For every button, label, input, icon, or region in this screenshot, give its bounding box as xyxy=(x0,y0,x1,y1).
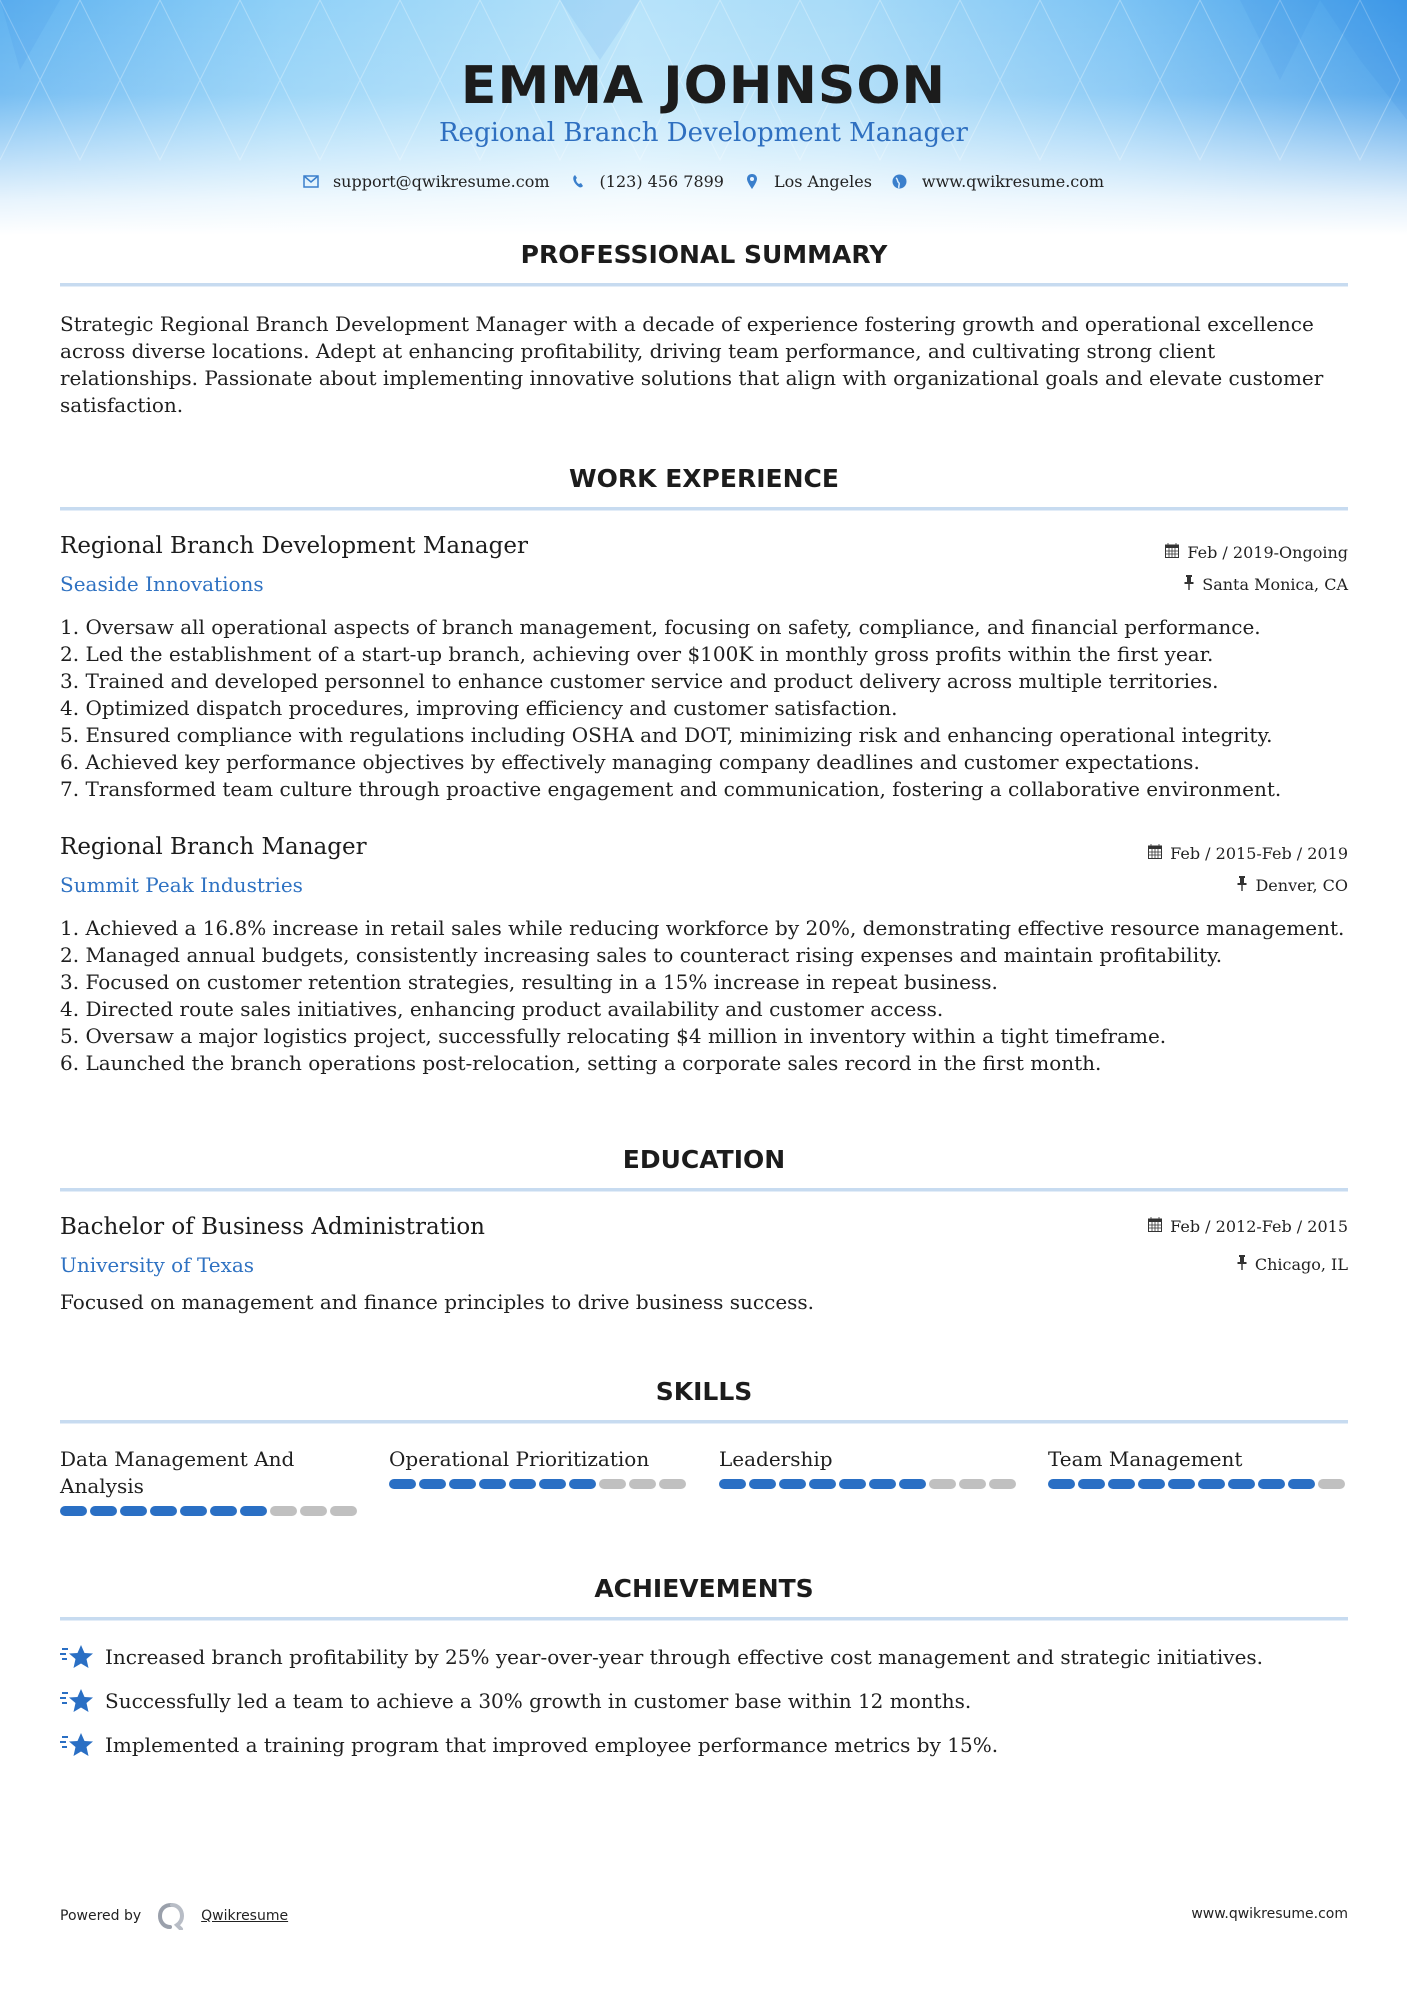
job-title: Regional Branch Manager xyxy=(60,834,367,860)
candidate-title: Regional Branch Development Manager xyxy=(438,118,968,148)
job-location xyxy=(1237,876,1348,895)
star-icon xyxy=(60,1731,94,1759)
education-description: Focused on management and finance principles to drive business success. xyxy=(60,1290,815,1314)
job-location-text: Santa Monica, CA xyxy=(1202,575,1348,594)
job-bullets xyxy=(60,915,1360,1077)
skill-segment-empty xyxy=(629,1479,656,1489)
job-title: Regional Branch Development Manager xyxy=(60,533,528,559)
skill-rating-bar xyxy=(719,1479,1019,1489)
skill-segment-filled xyxy=(1078,1479,1105,1489)
achievement-text: Implemented a training program that improved employee performance metrics by 15%. xyxy=(105,1733,999,1757)
skill-segment-filled xyxy=(210,1506,237,1516)
calendar-icon xyxy=(1165,543,1179,562)
bullet-item: 1. Achieved a 16.8% increase in retail sales while reducing workforce by 20%, demonstrating effective resource management. xyxy=(60,916,1345,940)
skill-segment-filled xyxy=(1138,1479,1165,1489)
bullet-item: 2. Led the establishment of a start-up branch, achieving over $100K in monthly gross profits within the first year. xyxy=(60,642,1214,666)
education-location-text: Chicago, IL xyxy=(1254,1255,1348,1274)
contact-email[interactable] xyxy=(303,172,550,191)
skill-label: Leadership xyxy=(719,1447,833,1471)
skill-item xyxy=(389,1446,689,1489)
achievements-divider xyxy=(60,1617,1348,1621)
job-bullets xyxy=(60,614,1360,803)
achievement-text: Successfully led a team to achieve a 30% growth in customer base within 12 months. xyxy=(105,1689,972,1713)
achievement-item xyxy=(60,1731,998,1759)
skill-segment-filled xyxy=(1198,1479,1225,1489)
experience-heading: WORK EXPERIENCE xyxy=(569,464,839,493)
education-heading: EDUCATION xyxy=(622,1145,786,1174)
skill-rating-bar xyxy=(389,1479,689,1489)
skill-segment-empty xyxy=(599,1479,626,1489)
contact-location xyxy=(744,172,872,191)
achievement-item xyxy=(60,1687,971,1715)
bullet-item: 3. Focused on customer retention strategies, resulting in a 15% increase in repeat business. xyxy=(60,970,998,994)
summary-text: Strategic Regional Branch Development Manager with a decade of experience fostering growth and operational excellence across diverse locations. Adept at enhancing profitability, driving team performance, and cultivating strong client relationships. Passionate about implementing innovative solutions that align with organizational goals and elevate customer satisfaction. xyxy=(60,312,1324,417)
contact-phone[interactable] xyxy=(570,172,724,191)
school-name: University of Texas xyxy=(60,1253,255,1277)
powered-by-label: Powered by xyxy=(60,1908,142,1924)
skill-segment-filled xyxy=(539,1479,566,1489)
skill-segment-filled xyxy=(240,1506,267,1516)
contact-bar xyxy=(0,172,1407,191)
skill-segment-filled xyxy=(150,1506,177,1516)
skill-rating-bar xyxy=(1048,1479,1348,1489)
skill-segment-empty xyxy=(989,1479,1016,1489)
job-dates xyxy=(1148,844,1348,863)
skill-label: Team Management xyxy=(1048,1447,1243,1471)
resume-header xyxy=(0,0,1407,235)
job-dates xyxy=(1165,543,1348,562)
degree-title: Bachelor of Business Administration xyxy=(60,1214,485,1240)
skill-item xyxy=(719,1446,1019,1489)
map-marker-icon xyxy=(744,174,760,189)
skill-segment-filled xyxy=(1048,1479,1075,1489)
education-location xyxy=(1237,1255,1348,1274)
skill-segment-empty xyxy=(929,1479,956,1489)
skill-segment-filled xyxy=(449,1479,476,1489)
contact-website[interactable] xyxy=(892,172,1104,191)
skill-segment-empty xyxy=(270,1506,297,1516)
skill-segment-filled xyxy=(809,1479,836,1489)
bullet-item: 3. Trained and developed personnel to enhance customer service and product delivery across multiple territories. xyxy=(60,669,1219,693)
pushpin-icon xyxy=(1237,876,1247,895)
globe-icon xyxy=(892,174,908,189)
summary-divider xyxy=(60,283,1348,287)
skill-segment-empty xyxy=(330,1506,357,1516)
skill-segment-filled xyxy=(509,1479,536,1489)
calendar-icon xyxy=(1148,844,1162,863)
contact-location-text: Los Angeles xyxy=(773,172,872,191)
qwikresume-logo-icon xyxy=(157,1902,185,1930)
skill-label: Operational Prioritization xyxy=(389,1447,650,1471)
skill-item xyxy=(1048,1446,1348,1489)
skill-segment-filled xyxy=(569,1479,596,1489)
skills-divider xyxy=(60,1420,1348,1424)
company-name: Seaside Innovations xyxy=(60,572,264,596)
skill-segment-empty xyxy=(959,1479,986,1489)
footer-website[interactable]: www.qwikresume.com xyxy=(1191,1906,1348,1922)
skill-item xyxy=(60,1446,360,1516)
job-dates-text: Feb / 2019-Ongoing xyxy=(1187,543,1348,562)
achievement-text: Increased branch profitability by 25% year-over-year through effective cost management and strategic initiatives. xyxy=(105,1645,1264,1669)
skill-segment-filled xyxy=(120,1506,147,1516)
skill-segment-filled xyxy=(719,1479,746,1489)
experience-divider xyxy=(60,507,1348,511)
bullet-item: 4. Optimized dispatch procedures, improving efficiency and customer satisfaction. xyxy=(60,696,898,720)
skill-segment-filled xyxy=(749,1479,776,1489)
skill-segment-filled xyxy=(389,1479,416,1489)
education-dates xyxy=(1148,1217,1348,1236)
skill-segment-filled xyxy=(1108,1479,1135,1489)
skill-segment-filled xyxy=(419,1479,446,1489)
bullet-item: 5. Ensured compliance with regulations including OSHA and DOT, minimizing risk and enhancing operational integrity. xyxy=(60,723,1273,747)
skill-segment-filled xyxy=(180,1506,207,1516)
candidate-name: EMMA JOHNSON xyxy=(460,56,947,116)
skill-segment-filled xyxy=(839,1479,866,1489)
skills-heading: SKILLS xyxy=(655,1377,753,1406)
skill-segment-empty xyxy=(659,1479,686,1489)
skill-segment-filled xyxy=(869,1479,896,1489)
achievement-item xyxy=(60,1643,1263,1671)
qwikresume-link[interactable]: Qwikresume xyxy=(201,1908,289,1924)
pushpin-icon xyxy=(1184,575,1194,594)
skill-label: Data Management And Analysis xyxy=(60,1447,295,1498)
skill-segment-filled xyxy=(90,1506,117,1516)
contact-phone-text: (123) 456 7899 xyxy=(599,172,724,191)
footer-powered-by xyxy=(60,1902,288,1930)
skill-segment-filled xyxy=(1288,1479,1315,1489)
calendar-icon xyxy=(1148,1217,1162,1236)
company-name: Summit Peak Industries xyxy=(60,873,303,897)
bullet-item: 5. Oversaw a major logistics project, successfully relocating $4 million in inventory within a tight timeframe. xyxy=(60,1024,1167,1048)
skill-segment-filled xyxy=(899,1479,926,1489)
bullet-item: 1. Oversaw all operational aspects of branch management, focusing on safety, compliance, and financial performance. xyxy=(60,615,1261,639)
envelope-icon xyxy=(303,175,319,188)
skill-rating-bar xyxy=(60,1506,360,1516)
bullet-item: 2. Managed annual budgets, consistently increasing sales to counteract rising expenses and maintain profitability. xyxy=(60,943,1223,967)
skill-segment-filled xyxy=(479,1479,506,1489)
summary-heading: PROFESSIONAL SUMMARY xyxy=(520,240,888,269)
skill-segment-filled xyxy=(60,1506,87,1516)
job-location xyxy=(1184,575,1348,594)
skill-segment-filled xyxy=(1168,1479,1195,1489)
bullet-item: 6. Achieved key performance objectives by effectively managing company deadlines and customer expectations. xyxy=(60,750,1200,774)
contact-email-text: support@qwikresume.com xyxy=(332,172,550,191)
job-location-text: Denver, CO xyxy=(1255,876,1348,895)
skill-segment-empty xyxy=(1318,1479,1345,1489)
bullet-item: 4. Directed route sales initiatives, enhancing product availability and customer access. xyxy=(60,997,944,1021)
pushpin-icon xyxy=(1237,1255,1247,1274)
achievements-heading: ACHIEVEMENTS xyxy=(594,1574,814,1603)
skill-segment-filled xyxy=(779,1479,806,1489)
phone-icon xyxy=(570,175,586,189)
job-dates-text: Feb / 2015-Feb / 2019 xyxy=(1170,844,1348,863)
star-icon xyxy=(60,1687,94,1715)
education-divider xyxy=(60,1188,1348,1192)
skill-segment-empty xyxy=(300,1506,327,1516)
skill-segment-filled xyxy=(1258,1479,1285,1489)
skill-segment-filled xyxy=(1228,1479,1255,1489)
contact-website-text: www.qwikresume.com xyxy=(921,172,1105,191)
bullet-item: 6. Launched the branch operations post-relocation, setting a corporate sales record in the first month. xyxy=(60,1051,1102,1075)
bullet-item: 7. Transformed team culture through proactive engagement and communication, fostering a collaborative environment. xyxy=(60,777,1282,801)
education-dates-text: Feb / 2012-Feb / 2015 xyxy=(1170,1217,1348,1236)
star-icon xyxy=(60,1643,94,1671)
